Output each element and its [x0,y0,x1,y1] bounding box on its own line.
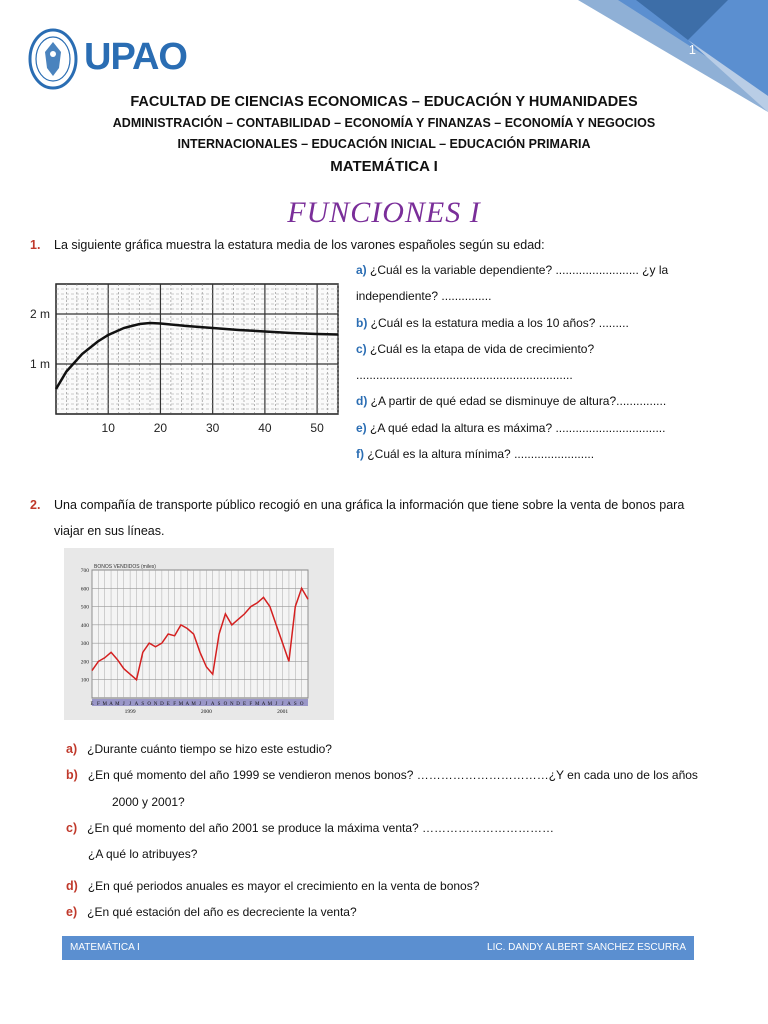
bonos-chart-month-label: F [173,702,176,707]
bonos-chart-month-label: D [236,702,240,707]
bonos-chart-y-tick: 400 [80,622,89,629]
bonos-chart-month-label: O [147,702,151,707]
height-chart-x-tick: 50 [310,421,324,435]
bonos-chart-month-label: J [281,702,284,707]
q1-text: La siguiente gráfica muestra la estatura media de los varones españoles según su edad: [54,238,545,252]
bonos-chart-y-tick: 300 [80,641,89,648]
bonos-chart-month-label: O [223,702,228,707]
q2-item-b: b) ¿En qué momento del año 1999 se vendieron menos bonos? ……………………………¿Y en cada uno de los años [66,768,698,783]
bonos-chart-y-tick: 700 [80,568,89,574]
q2-number [30,492,40,518]
university-seal-icon [28,28,78,90]
bonos-chart-month-label: A [185,702,190,707]
height-chart-y-tick: 1 m [29,357,50,371]
bonos-chart-month-label: M [115,702,120,707]
page-title: FUNCIONES I [287,196,481,229]
footer-author: LIC. DANDY ALBERT SANCHEZ ESCURRA [487,942,686,953]
q1-item-a-cont: independiente? ............... [356,289,492,304]
height-chart-y-tick: 2 m [29,307,50,321]
bonos-chart-month-label: E [166,702,170,707]
q2-item-a: a) ¿Durante cuánto tiempo se hizo este estudio? [66,742,332,756]
bonos-chart-y-tick: 200 [80,659,89,666]
bonos-chart-year-label: 2000 [200,709,212,715]
bonos-chart-month-label: M [267,702,273,707]
bonos-chart-month-label: A [210,702,215,707]
bonos-chart-month-label: O [299,702,304,707]
bonos-chart-year-label: 1999 [124,709,136,715]
bonos-chart-month-label: S [217,702,221,707]
footer-bar [62,936,694,960]
footer-course: MATEMÁTICA I [70,942,140,953]
q2-number-label: 2. [30,498,41,512]
q1-item-d: d) ¿A partir de qué edad se disminuye de altura?............... [356,394,667,409]
q1-item-f: f) ¿Cuál es la altura mínima? ........................ [356,447,595,462]
q1-items [356,257,694,467]
bonos-chart-month-label: M [254,702,260,707]
bonos-chart-y-tick: 600 [80,586,89,593]
bonos-chart-year-label: 2001 [277,709,289,715]
bonos-chart-y-tick: 500 [80,604,89,611]
bonos-chart-month-label: A [109,702,113,707]
q2-items [66,736,706,927]
q1-item-e: e) ¿A qué edad la altura es máxima? ................................. [356,420,666,435]
bonos-chart-month-label: J [275,702,278,707]
q2-text-line-1: Una compañía de transporte público recogió en una gráfica la información que tiene sobre la venta de bonos para [54,498,685,512]
bonos-chart-month-label: J [122,702,125,707]
height-chart-x-tick: 40 [258,421,272,435]
bonos-chart-month-label: S [141,702,145,707]
bonos-chart-month-label: M [191,702,196,707]
bonos-chart-month-label: N [153,702,158,707]
bonos-chart-y-tick: 100 [80,677,89,684]
course-title: MATEMÁTICA I [330,158,438,175]
q1-item-b: b) ¿Cuál es la estatura media a los 10 años? ......... [356,315,629,330]
bonos-chart-month-label: E [90,702,94,707]
bonos-chart-month-label: J [199,702,201,707]
bonos-chart-month-label: E [242,702,247,707]
bonos-chart-month-label: F [249,702,253,707]
q2-item-c-cont: ¿A qué lo atribuyes? [88,847,198,862]
q2-text-line-2: viajar en sus líneas. [54,524,165,538]
height-chart-x-tick: 10 [101,421,115,435]
height-chart-x-tick: 30 [205,421,220,435]
page-number: 1 [688,42,696,57]
q2-item-c: c) ¿En qué momento del año 2001 se produce la máxima venta? …………………………… [66,820,555,835]
bonos-chart-month-label: F [96,702,100,707]
logo-text: UPAO [84,36,187,78]
q1-item-c: c) ¿Cuál es la etapa de vida de crecimiento? [356,341,595,356]
bonos-chart-month-label: S [293,702,297,707]
height-chart [26,270,344,436]
programs-line-2: INTERNACIONALES – EDUCACIÓN INICIAL – EDUCACIÓN PRIMARIA [177,137,591,151]
q1-item-a: a) ¿Cuál es la variable dependiente? ......................... ¿y la [356,263,669,277]
q2-item-e: e) ¿En qué estación del año es decreciente la venta? [66,905,357,920]
q1-item-c-cont: ................................................................. [356,368,573,383]
faculty-title: FACULTAD DE CIENCIAS ECONOMICAS – EDUCACIÓN Y HUMANIDADES [130,94,638,110]
q1-number [30,232,40,258]
bonos-chart-month-label: J [129,702,132,707]
height-chart-grid [56,284,338,414]
bonos-chart-month-label: M [178,702,184,707]
bonos-chart-month-label: N [229,702,234,707]
bonos-chart-title: BONOS VENDIDOS (miles) [94,564,156,570]
bonos-chart-month-label: A [134,702,139,707]
q2-item-b-cont: 2000 y 2001? [112,794,185,809]
programs-line-1: ADMINISTRACIÓN – CONTABILIDAD – ECONOMÍA Y FINANZAS – ECONOMÍA Y NEGOCIOS [112,116,656,130]
bonos-chart-month-label: M [102,702,107,707]
bonos-chart [64,548,334,720]
bonos-chart-month-label: A [261,702,266,707]
q2-text [54,492,704,544]
bonos-chart-month-label: D [160,702,164,707]
q2-item-d: d) ¿En qué periodos anuales es mayor el crecimiento en la venta de bonos? [66,879,480,894]
bonos-chart-month-label: A [287,702,291,707]
bonos-chart-month-label: J [205,702,208,707]
q1-number-label: 1. [30,238,41,252]
height-chart-x-tick: 20 [153,421,168,435]
